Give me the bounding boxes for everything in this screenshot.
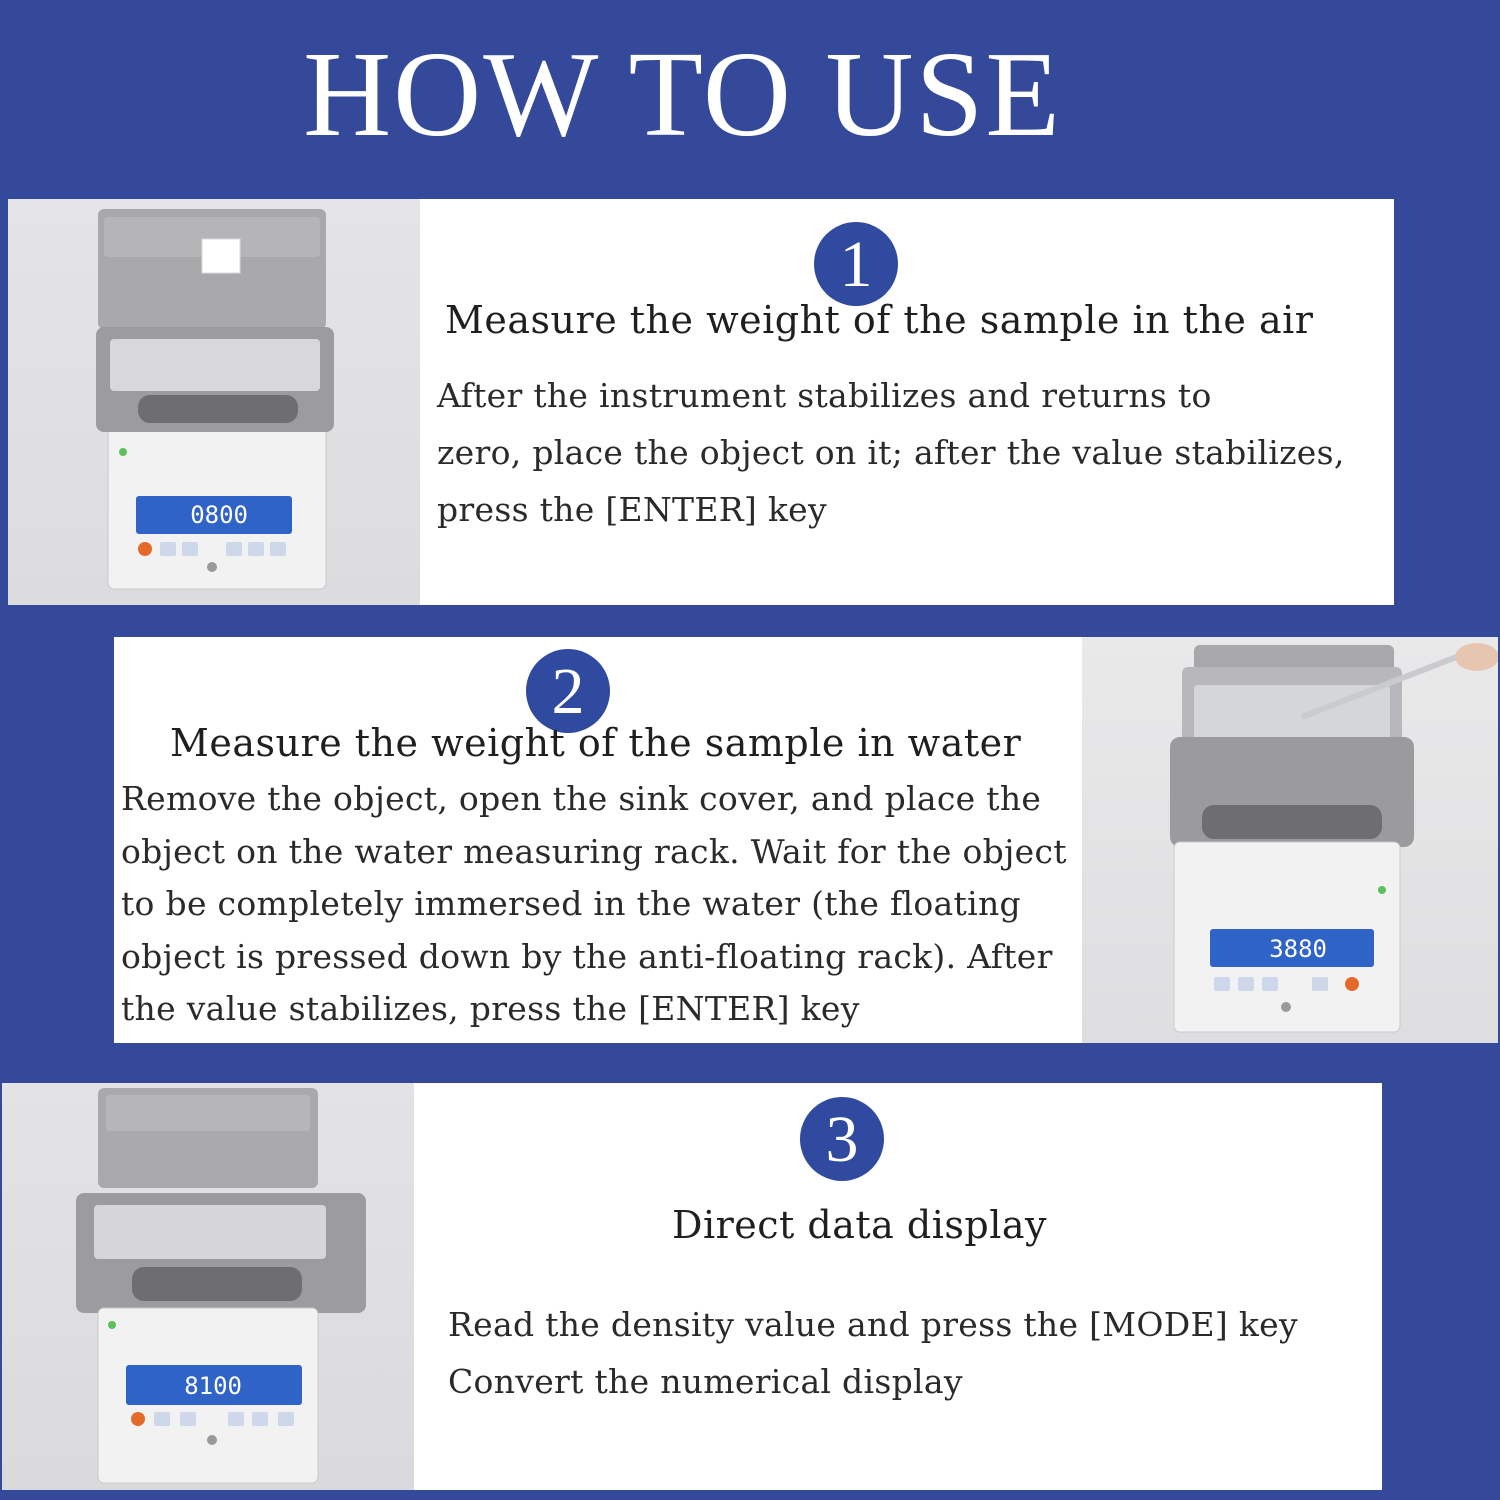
- step-3-heading: Direct data display: [672, 1203, 1047, 1247]
- lcd-readout: 3880: [1269, 935, 1327, 963]
- densitometer-image: [1082, 637, 1498, 1043]
- step-2-line: to be completely immersed in the water (the floating: [121, 884, 1021, 923]
- step-2-line: object on the water measuring rack. Wait for the object: [121, 831, 1067, 871]
- step-3-card: [2, 1083, 1382, 1490]
- step-2-photo: [1082, 637, 1498, 1043]
- step-3-description: [448, 1296, 1298, 1410]
- lcd-readout: 0800: [190, 501, 248, 529]
- step-2-line: the value stabilizes, press the [ENTER] key: [121, 989, 860, 1028]
- step-3-number-badge: 3: [800, 1097, 884, 1181]
- densitometer-image: [2, 1083, 414, 1490]
- step-2-card: [114, 637, 1498, 1043]
- step-1-line: After the instrument stabilizes and returns to: [437, 376, 1212, 415]
- step-2-heading: Measure the weight of the sample in water: [170, 721, 1022, 765]
- step-1-number-badge: 1: [814, 222, 898, 306]
- step-2-line: Remove the object, open the sink cover, and place the: [121, 779, 1042, 818]
- step-2-description: [121, 773, 1067, 1036]
- step-1-heading: Measure the weight of the sample in the air: [445, 298, 1314, 342]
- step-3-photo: [2, 1083, 414, 1490]
- step-1-description: [437, 367, 1345, 538]
- step-2-line: object is pressed down by the anti-floating rack). After: [121, 936, 1053, 976]
- step-3-line: Read the density value and press the [MODE] key: [448, 1305, 1298, 1344]
- step-1-line: zero, place the object on it; after the value stabilizes,: [437, 433, 1345, 472]
- step-1-line: press the [ENTER] key: [437, 490, 827, 529]
- densitometer-image: [8, 199, 420, 605]
- step-1-card: [8, 199, 1394, 605]
- step-3-line: Convert the numerical display: [448, 1362, 963, 1401]
- step-1-photo: [8, 199, 420, 605]
- page-title: HOW TO USE: [303, 27, 1062, 162]
- step-2-number-badge: 2: [526, 649, 610, 733]
- lcd-readout: 8100: [184, 1372, 242, 1400]
